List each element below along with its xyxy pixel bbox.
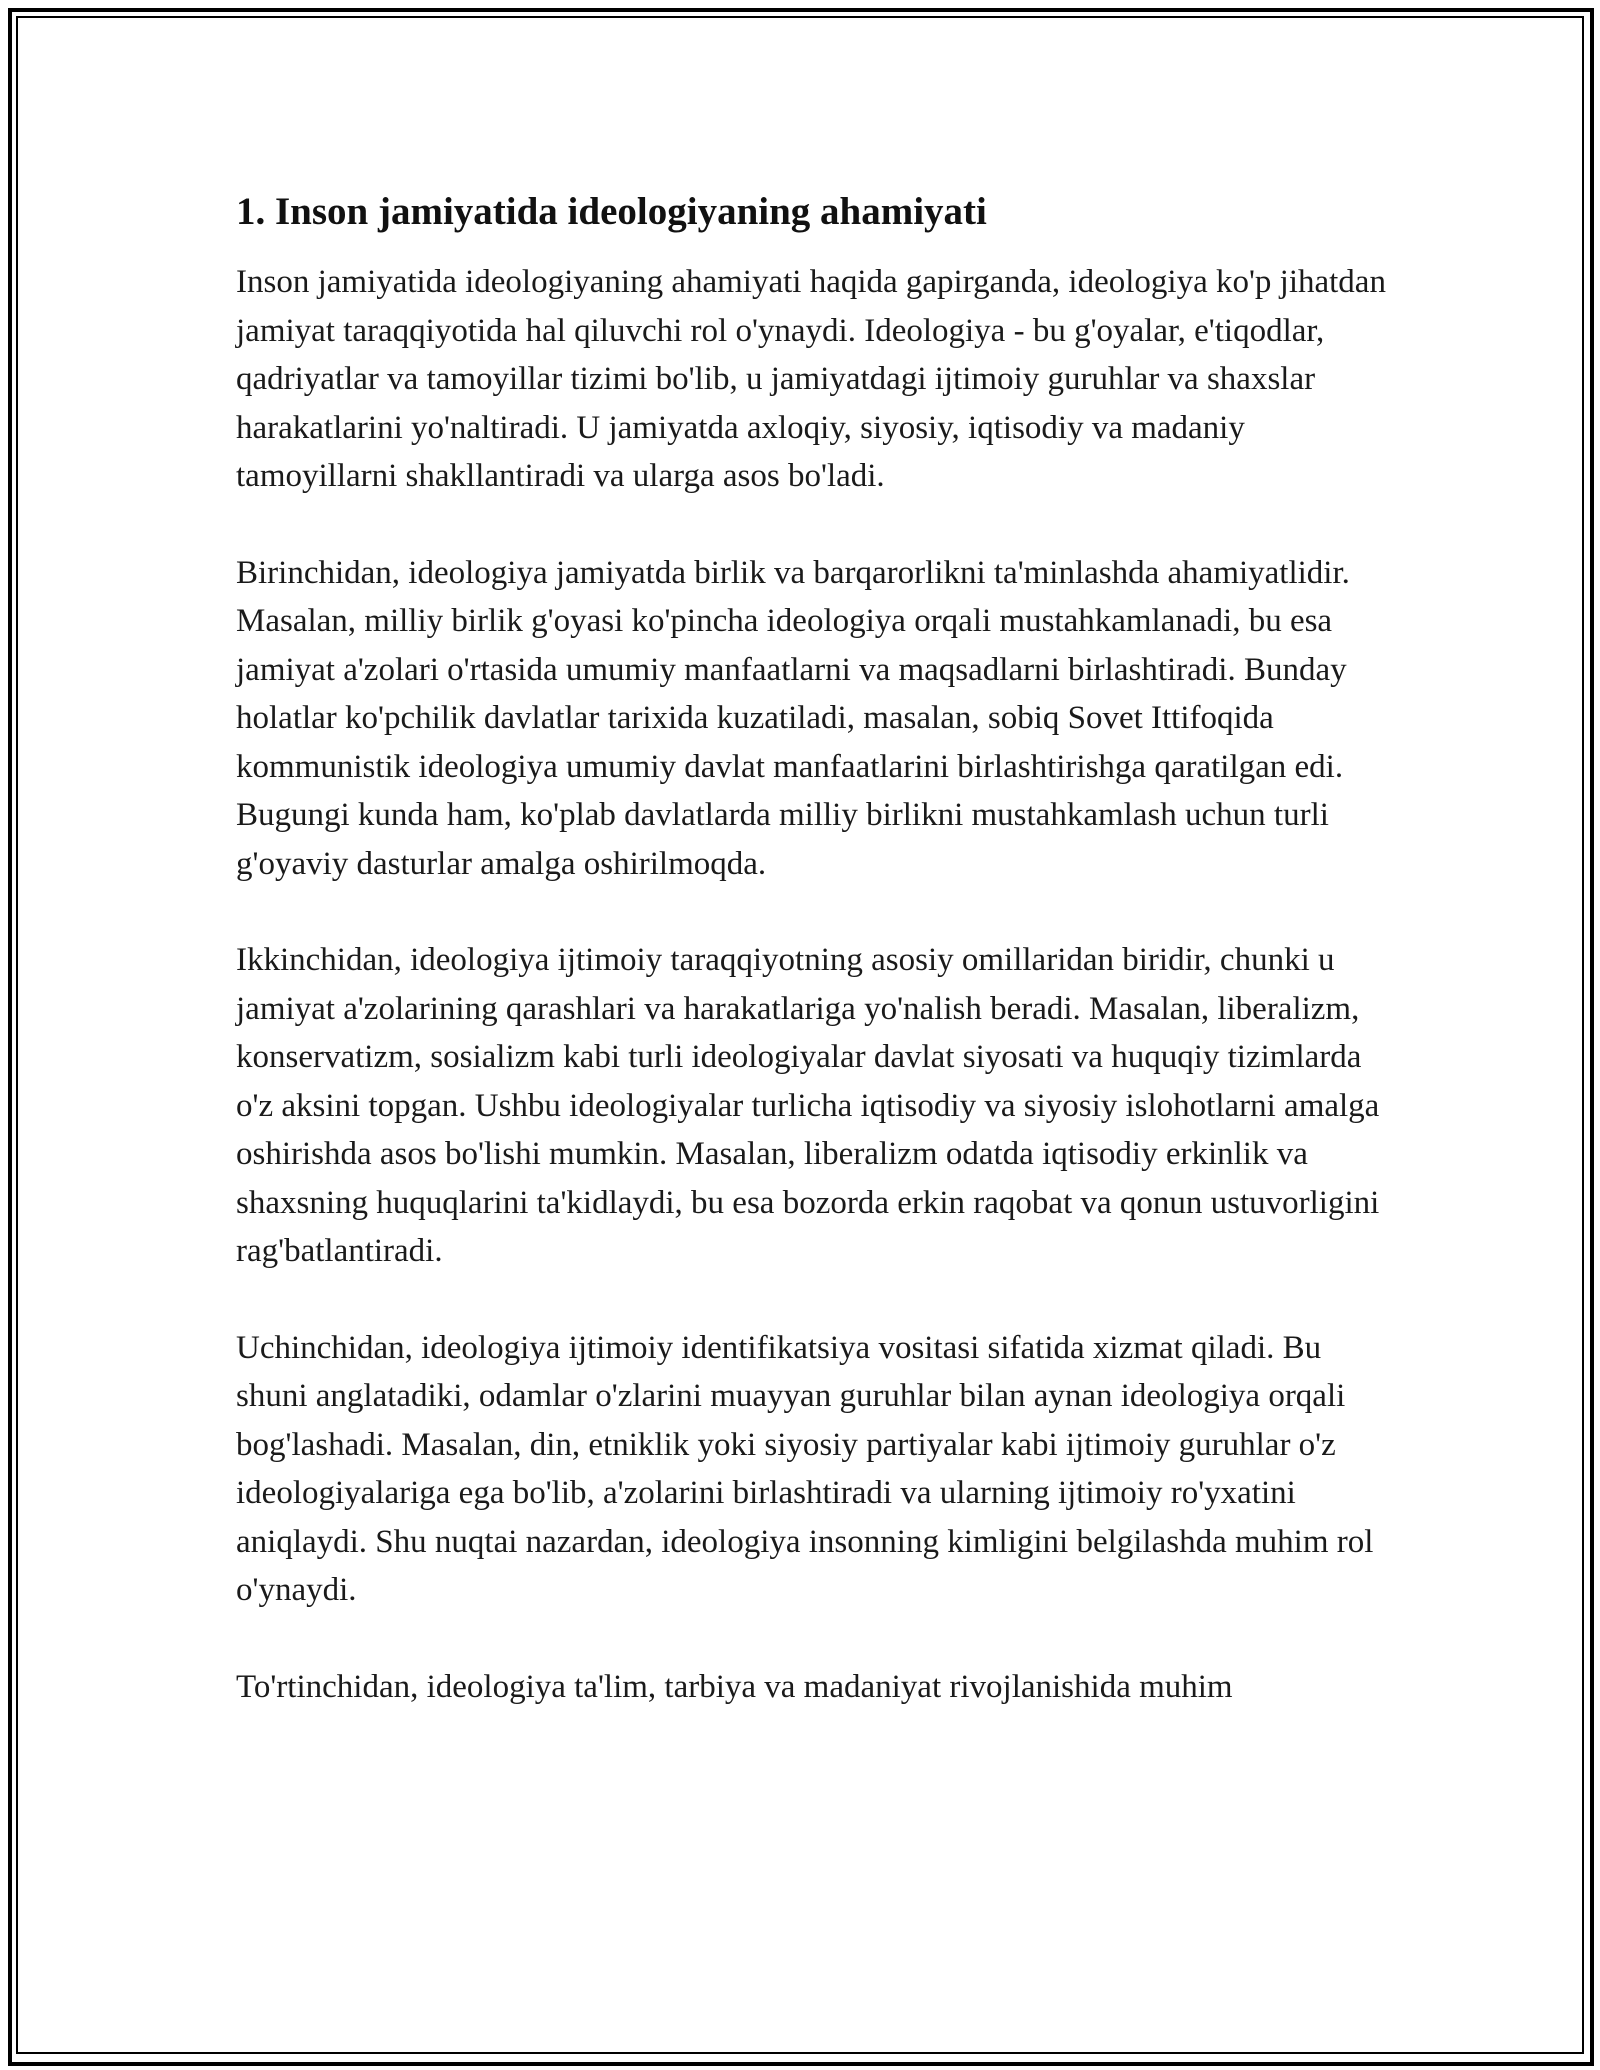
paragraph-second: Ikkinchidan, ideologiya ijtimoiy taraqqiyotning asosiy omillaridan biridir, chunki u jamiyat a'zolarining qarashlari va harakatlariga yo'nalish beradi. Masalan, liberalizm, konservatizm, sosializm kabi turli ideologiyalar davlat siyosati va huquqiy tizimlarda o'z aksini topgan. Ushbu ideologiyalar turlicha iqtisodiy va siyosiy islohotlarni amalga oshirishda asos bo'lishi mumkin. Masalan, liberalizm odatda iqtisodiy erkinlik va shaxsning huquqlarini ta'kidlaydi, bu esa bozorda erkin raqobat va qonun ustuvorligini rag'batlantiradi. (236, 942, 1380, 1269)
paragraph-intro: Inson jamiyatida ideologiyaning ahamiyati haqida gapirganda, ideologiya ko'p jihatdan jamiyat taraqqiyotida hal qiluvchi rol o'ynaydi. Ideologiya - bu g'oyalar, e'tiqodlar, qadriyatlar va tamoyillar tizimi bo'lib, u jamiyatdagi ijtimoiy guruhlar va shaxslar harakatlarini yo'naltiradi. U jamiyatda axloqiy, siyosiy, iqtisodiy va madaniy tamoyillarni shakllantiradi va ularga asos bo'ladi. (236, 264, 1386, 494)
paragraph-first: Birinchidan, ideologiya jamiyatda birlik va barqarorlikni ta'minlashda ahamiyatlidir. Masalan, milliy birlik g'oyasi ko'pincha ideologiya orqali mustahkamlanadi, bu esa jamiyat a'zolari o'rtasida umumiy manfaatlarni va maqsadlarni birlashtiradi. Bunday holatlar ko'pchilik davlatlar tarixida kuzatiladi, masalan, sobiq Sovet Ittifoqida kommunistik ideologiya umumiy davlat manfaatlarini birlashtirishga qaratilgan edi. Bugungi kunda ham, ko'plab davlatlarda milliy birlikni mustahkamlash uchun turli g'oyaviy dasturlar amalga oshirilmoqda. (236, 554, 1350, 882)
document-body (236, 186, 1386, 1711)
paragraph-fourth: To'rtinchidan, ideologiya ta'lim, tarbiya va madaniyat rivojlanishida muhim (236, 1668, 1233, 1705)
document-heading: 1. Inson jamiyatida ideologiyaning ahamiyati (236, 190, 987, 233)
paragraph-third: Uchinchidan, ideologiya ijtimoiy identifikatsiya vositasi sifatida xizmat qiladi. Bu shuni anglatadiki, odamlar o'zlarini muayyan guruhlar bilan aynan ideologiya orqali bog'lashadi. Masalan, din, etniklik yoki siyosiy partiyalar kabi ijtimoiy guruhlar o'z ideologiyalariga ega bo'lib, a'zolarini birlashtiradi va ularning ijtimoiy ro'yxatini aniqlaydi. Shu nuqtai nazardan, ideologiya insonning kimligini belgilashda muhim rol o'ynaydi. (236, 1329, 1374, 1608)
